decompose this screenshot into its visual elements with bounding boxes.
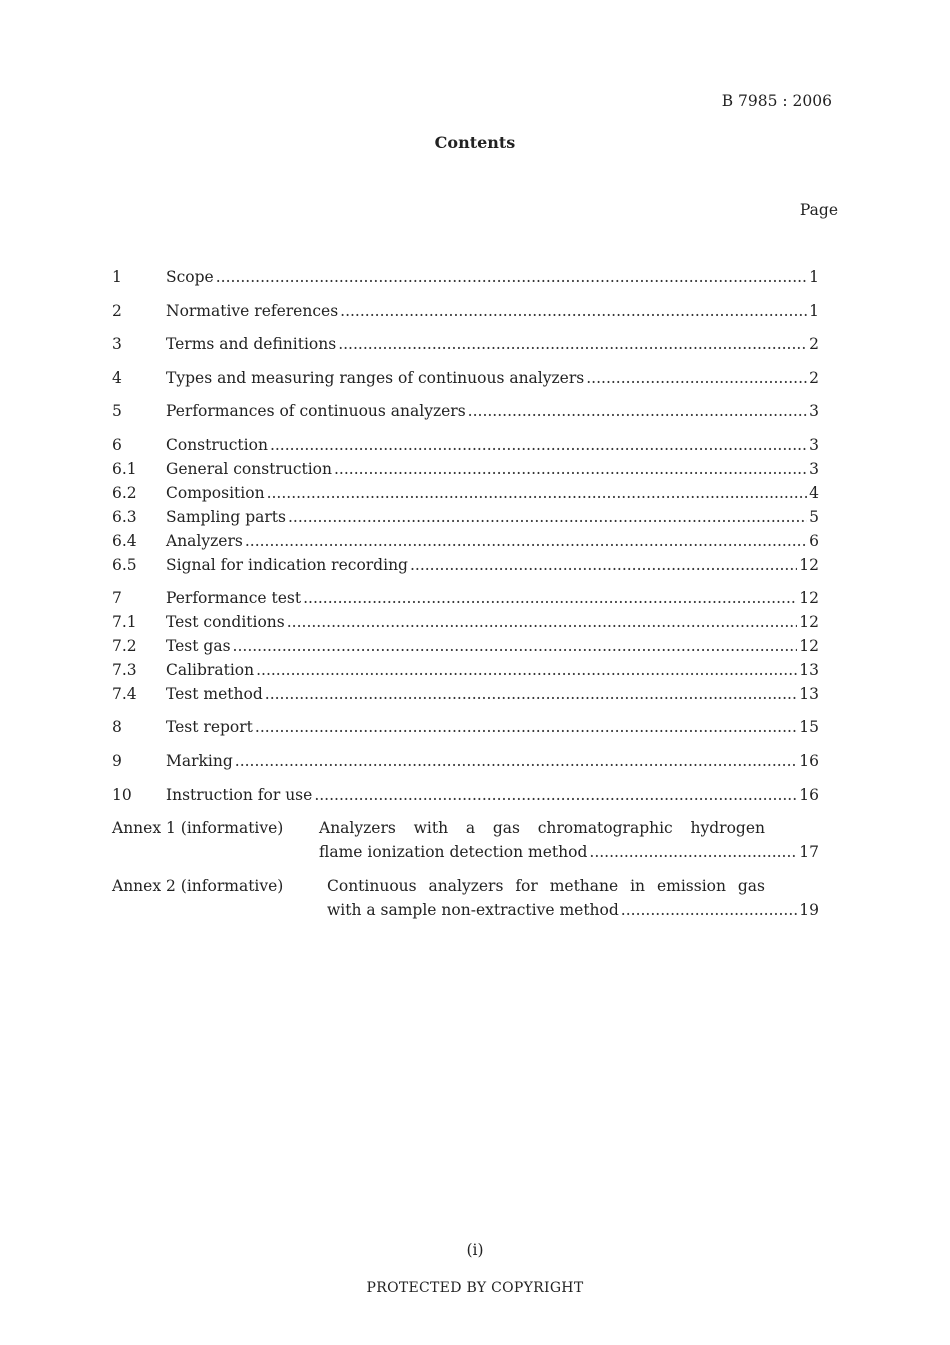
toc-entry[interactable] (0, 750, 950, 772)
toc-label: Terms and definitions (166, 335, 337, 353)
toc-label: Types and measuring ranges of continuous analyzers (166, 369, 585, 387)
toc-page: 15 (799, 718, 819, 736)
toc-number: 6.2 (112, 484, 137, 502)
annex-title-line2: with a sample non-extractive method (327, 901, 619, 919)
toc-page: 4 (809, 484, 819, 502)
toc-number: 1 (112, 268, 122, 286)
toc-page: 6 (809, 532, 819, 550)
toc-entry[interactable] (0, 482, 950, 504)
toc-entry[interactable] (0, 300, 950, 322)
toc-page: 13 (799, 661, 819, 679)
footer-page-number: (i) (466, 1241, 484, 1259)
toc-entry[interactable] (0, 333, 950, 355)
annex-label: Annex 1 (informative) (112, 819, 284, 837)
toc-label: Construction (166, 436, 268, 454)
toc-number: 7.3 (112, 661, 137, 679)
toc-label: Marking (166, 752, 233, 770)
toc-page: 16 (799, 752, 819, 770)
toc-entry[interactable] (0, 784, 950, 806)
toc-page: 2 (809, 335, 819, 353)
toc-label: Performances of continuous analyzers (166, 402, 466, 420)
toc-page: 12 (799, 613, 819, 631)
toc-label: Test conditions (166, 613, 285, 631)
toc-label: Composition (166, 484, 265, 502)
toc-label: Signal for indication recording (166, 556, 408, 574)
toc-label: Normative references (166, 302, 339, 320)
toc-number: 7 (112, 589, 122, 607)
toc-number: 6.1 (112, 460, 137, 478)
annex-label: Annex 2 (informative) (112, 877, 284, 895)
toc-entry[interactable] (0, 611, 950, 633)
toc-entry[interactable] (0, 434, 950, 456)
toc-number: 10 (112, 786, 132, 804)
toc-label: Calibration (166, 661, 255, 679)
toc-number: 6.3 (112, 508, 137, 526)
toc-label: Instruction for use (166, 786, 313, 804)
toc-page: 13 (799, 685, 819, 703)
toc-number: 8 (112, 718, 122, 736)
toc-entry[interactable] (0, 554, 950, 576)
toc-number: 9 (112, 752, 122, 770)
toc-entry[interactable] (0, 659, 950, 681)
toc-page: 12 (799, 637, 819, 655)
toc-entry[interactable] (0, 266, 950, 288)
toc-number: 6.5 (112, 556, 137, 574)
toc-number: 6 (112, 436, 122, 454)
toc-label: Performance test (166, 589, 302, 607)
toc-label: General construction (166, 460, 332, 478)
toc-number: 7.1 (112, 613, 137, 631)
toc-page: 3 (809, 460, 819, 478)
annex-page: 17 (799, 843, 819, 861)
copyright-notice: PROTECTED BY COPYRIGHT (366, 1280, 584, 1296)
toc-entry[interactable] (0, 506, 950, 528)
toc-label: Scope (166, 268, 214, 286)
toc-entry[interactable] (0, 400, 950, 422)
toc-entry[interactable] (0, 635, 950, 657)
toc-label: Test report (166, 718, 253, 736)
page-title: Contents (434, 133, 516, 152)
toc-entry[interactable] (0, 683, 950, 705)
toc-number: 7.4 (112, 685, 137, 703)
annex-title-line2: flame ionization detection method (319, 843, 588, 861)
toc-number: 2 (112, 302, 122, 320)
toc-page: 1 (809, 302, 819, 320)
toc-number: 4 (112, 369, 122, 387)
toc-number: 7.2 (112, 637, 137, 655)
annex-page: 19 (799, 901, 819, 919)
toc-entry[interactable] (0, 716, 950, 738)
toc-page: 3 (809, 436, 819, 454)
toc-number: 6.4 (112, 532, 137, 550)
standard-id: B 7985 : 2006 (721, 92, 832, 110)
toc-entry[interactable] (0, 530, 950, 552)
toc-page: 12 (799, 556, 819, 574)
toc-page: 1 (809, 268, 819, 286)
toc-label: Analyzers (166, 532, 243, 550)
toc-entry[interactable] (0, 367, 950, 389)
toc-number: 3 (112, 335, 122, 353)
toc-page: 5 (809, 508, 819, 526)
toc-label: Sampling parts (166, 508, 286, 526)
toc-page: 12 (799, 589, 819, 607)
toc-label: Test gas (166, 637, 231, 655)
toc-page: 16 (799, 786, 819, 804)
toc-entry[interactable] (0, 587, 950, 609)
toc-page: 2 (809, 369, 819, 387)
toc-number: 5 (112, 402, 122, 420)
page-column-label: Page (799, 201, 838, 219)
annex-title-line1: Continuous analyzers for methane in emission gas (327, 877, 765, 895)
toc-entry[interactable] (0, 458, 950, 480)
annex-title-line1: Analyzers with a gas chromatographic hydrogen (319, 819, 765, 837)
toc-label: Test method (166, 685, 263, 703)
toc-page: 3 (809, 402, 819, 420)
